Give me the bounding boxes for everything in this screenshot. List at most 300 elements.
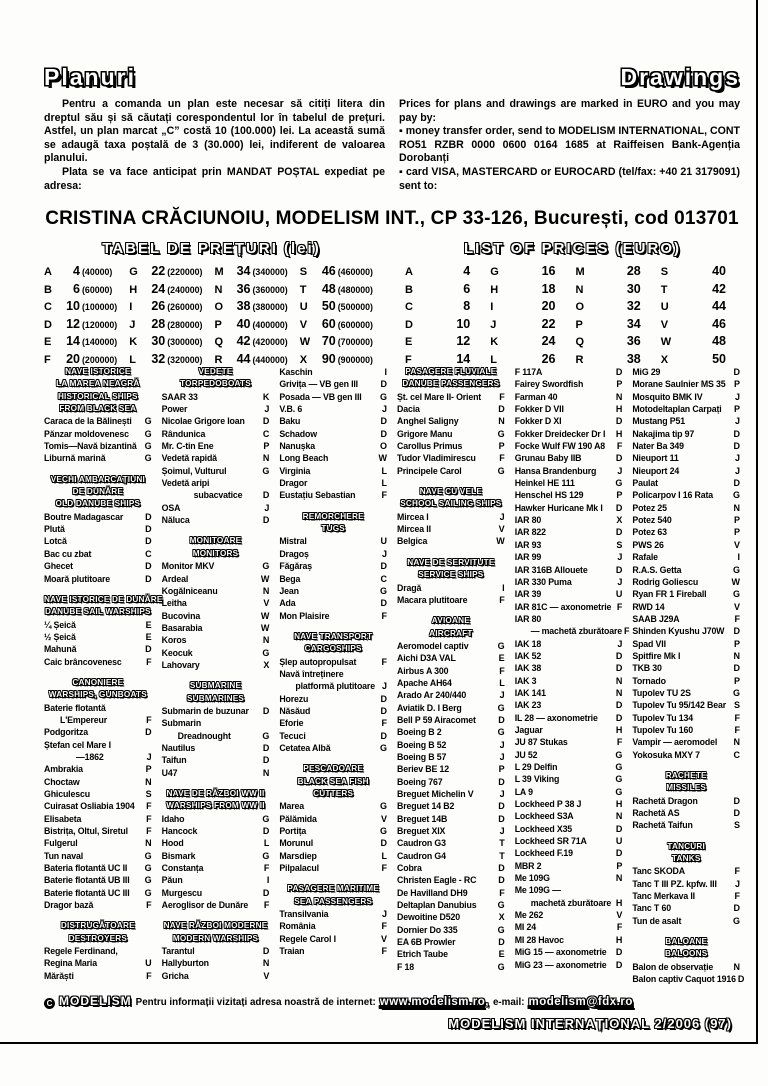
catalog-entry (397, 763, 505, 775)
entry-name: Fairey Swordfish (514, 379, 584, 390)
entry-price-code: S (734, 820, 741, 831)
entry-name: Tecuci (279, 730, 306, 741)
catalog-entry (515, 465, 623, 477)
entry-price-code: L (263, 838, 270, 849)
catalog-entry (632, 613, 740, 625)
entry-name: IAR 80 (514, 515, 542, 526)
section-header: BALOONS (665, 949, 708, 959)
catalog-entry (162, 705, 270, 717)
entry-price-code: J (382, 909, 388, 920)
catalog-entry (632, 588, 740, 600)
catalog-entry (162, 837, 270, 849)
entry-name: Aeromodel captiv (397, 640, 469, 651)
entry-name: Ghiculescu (44, 789, 90, 799)
entry-name: R.A.S. Getta (632, 564, 682, 575)
price-tables (44, 240, 740, 366)
catalog-entry (515, 477, 623, 489)
entry-name: Me 262 (514, 910, 544, 921)
section-header: DANUBE SAIL WARSHIPS (44, 607, 151, 617)
instructions-ro-payment: Plata se va face anticipat prin MANDAT POȘTAL expediat pe adresa: (44, 165, 385, 192)
entry-price-code: J (617, 552, 623, 563)
entry-price-code: X (616, 515, 623, 526)
entry-price-code: D (498, 875, 505, 886)
entry-price-code: P (734, 379, 741, 390)
price-cell-lei (300, 334, 379, 348)
price-cell-euro (576, 334, 655, 348)
price-code-letter: X (299, 353, 308, 366)
section-spacer (279, 622, 387, 631)
entry-price-code: F (381, 490, 388, 501)
entry-price-code: F (381, 946, 388, 957)
catalog-entry (515, 687, 623, 699)
entry-name: Tanc T 60 (632, 903, 671, 914)
entry-name: Motodeltaplan Carpați (632, 404, 722, 415)
entry-price-code: J (617, 638, 623, 649)
price-cell-lei (215, 264, 294, 278)
section-header: PESCADOARE (303, 764, 364, 774)
section-header: BALOANE (665, 937, 708, 947)
catalog-entry (397, 936, 505, 948)
entry-name: Idaho (161, 813, 185, 824)
entry-price-code: G (497, 702, 505, 713)
catalog-entry (515, 514, 623, 526)
price-cell-lei (129, 299, 208, 313)
catalog-entry (44, 440, 152, 452)
price-table-lei-grid (44, 264, 379, 366)
price-code-letter: Q (575, 336, 585, 348)
entry-price-code: G (497, 924, 505, 935)
price-cell-euro (405, 317, 484, 331)
catalog-entry (162, 391, 270, 403)
entry-name: Christen Eagle - RC (397, 875, 477, 886)
entry-name: Bistrița, Oltul, Siretul (44, 826, 128, 837)
catalog-entry (632, 428, 740, 440)
catalog-entry (515, 736, 623, 748)
entry-name: Belgica (397, 536, 428, 547)
entry-name: Fulgerul (44, 838, 78, 849)
price-code-letter: M (214, 266, 224, 278)
entry-name: Bell P 59 Airacomet (397, 714, 476, 725)
entry-name: Balon captiv Caquot 1916 (632, 974, 736, 985)
catalog-column-5 (514, 366, 630, 986)
price-code-letter: Q (214, 336, 224, 348)
price-euro-value: 12 (456, 334, 471, 348)
entry-name: Mircea II (397, 524, 431, 535)
price-cell-lei (129, 317, 208, 331)
entry-name: Dewoitine D520 (397, 912, 460, 923)
catalog-entry (44, 788, 152, 800)
catalog-entry (44, 428, 152, 440)
price-code-letter: W (299, 336, 311, 348)
entry-name: Dragor (279, 478, 308, 489)
price-code-letter: M (575, 266, 585, 278)
entry-price-code: L (381, 478, 388, 489)
price-table-euro (405, 240, 740, 366)
entry-name: Me 109G — (514, 885, 561, 896)
catalog-entry (44, 702, 152, 714)
entry-price-code: X (498, 912, 505, 923)
entry-price-code: S (145, 789, 152, 799)
entry-name: Plută (44, 524, 65, 535)
catalog-entry (632, 440, 740, 452)
entry-name: OSA (161, 502, 181, 513)
entry-name: Tanc SKODA (632, 866, 685, 877)
ordering-instructions-en (399, 98, 740, 202)
entry-name: Mărăști (44, 970, 74, 981)
entry-price-code: F (616, 922, 623, 933)
section-spacer (632, 832, 740, 841)
catalog-entry (515, 921, 623, 933)
entry-name: Grigore Manu (397, 428, 453, 439)
catalog-entry (397, 677, 505, 689)
section-header: OLD DANUBE SHIPS (55, 499, 141, 509)
catalog-entry (632, 878, 740, 890)
entry-name: Kaschin (279, 367, 313, 377)
instructions-en-bank: ▪ money transfer order, send to MODELISM INTERNATIONAL, CONT RO51 RZBR 0000 0600 0164 1685 at Raiffeisen Bank-Agenția Dorobanți (399, 125, 740, 165)
entry-name: JU 52 (514, 749, 538, 760)
catalog-entry (279, 800, 387, 812)
price-cell-euro (405, 334, 484, 348)
section-header: RACHETE (665, 771, 707, 780)
catalog-entry (632, 452, 740, 464)
entry-name: Power (161, 404, 188, 415)
catalog-entry (279, 477, 387, 489)
catalog-entry (44, 899, 152, 911)
entry-price-code: D (733, 795, 741, 806)
entry-name: Mahună (44, 644, 77, 655)
entry-price-code: P (734, 515, 741, 526)
entry-price-code: D (733, 808, 741, 819)
catalog-entry (632, 526, 740, 538)
entry-name: Eustațiu Sebastian (279, 490, 356, 501)
entry-price-code: U (380, 536, 388, 547)
catalog-column-1 (44, 366, 163, 986)
price-code-letter: N (214, 283, 223, 296)
price-euro-value: 8 (463, 299, 471, 313)
section-header: VECHI AMBARCAȚIUNI (50, 474, 145, 484)
entry-price-code: J (499, 739, 505, 750)
entry-price-code: H (615, 934, 623, 945)
entry-name: Rachetă AS (632, 808, 680, 819)
entry-name: Năsăud (279, 705, 311, 716)
entry-price-code: E (498, 653, 505, 664)
price-cell-euro (405, 264, 484, 278)
price-cell-lei (44, 317, 123, 331)
entry-price-code: N (615, 811, 623, 822)
entry-price-code: D (262, 946, 270, 957)
section-header: PASAGERE MARITIME (287, 884, 379, 894)
entry-price-code: N (262, 958, 270, 969)
entry-price-code: D (145, 561, 152, 572)
entry-price-code: N (733, 502, 741, 513)
entry-name: Cobra (397, 863, 422, 874)
entry-name: Dacia (397, 404, 420, 415)
footer-brand: MODELISM (59, 994, 132, 1008)
catalog-entry (632, 736, 740, 748)
catalog-entry (515, 613, 623, 625)
price-code-letter: C (44, 301, 52, 313)
entry-name: Virginia (279, 465, 311, 476)
price-cell-euro (490, 334, 569, 348)
catalog-entry (162, 899, 270, 911)
catalog-entry (279, 403, 387, 415)
catalog-entry (632, 675, 740, 687)
entry-price-code: G (615, 786, 623, 797)
entry-name: F 18 (397, 961, 415, 972)
catalog-entry (397, 640, 505, 652)
entry-name: IAR 39 (514, 589, 542, 600)
entry-name: EA 6B Prowler (397, 937, 456, 948)
entry-price-code: D (145, 536, 152, 547)
section-header: CARGOSHIPS (304, 644, 362, 654)
catalog-entry (279, 705, 387, 717)
entry-name: Aichi D3A VAL (397, 653, 456, 664)
catalog-entry (632, 489, 740, 501)
entry-name: Arado Ar 240/440 (397, 690, 467, 701)
entry-price-code: D (380, 561, 388, 572)
price-code-letter: O (575, 301, 585, 313)
catalog-entry (279, 378, 387, 390)
catalog-entry (279, 489, 387, 501)
catalog-entry (162, 465, 270, 477)
section-spacer (162, 779, 270, 788)
page-border-bottom (0, 1042, 758, 1044)
catalog-column-4 (397, 366, 505, 986)
entry-price-code: I (384, 367, 388, 377)
entry-price-code: N (615, 687, 623, 698)
entry-name: SAAR 33 (161, 391, 198, 402)
entry-name: Mircea I (397, 511, 429, 522)
entry-price-code: G (380, 585, 388, 596)
price-lei-old-value: (40000) (82, 267, 113, 277)
entry-name: Gricha (161, 970, 189, 981)
entry-price-code: V (263, 598, 270, 609)
entry-name: Koros (161, 635, 187, 646)
entry-name: Tanc T III PZ. kpfw. III (632, 878, 717, 889)
catalog-entry (279, 440, 387, 452)
price-cell-lei (44, 299, 123, 313)
entry-price-code: F (263, 863, 270, 874)
catalog-entry (397, 899, 505, 911)
entry-price-code: F (146, 900, 152, 911)
catalog-entry (515, 489, 623, 501)
entry-price-code: U (145, 958, 152, 969)
price-code-letter: G (129, 266, 138, 278)
section-header: NAVE ISTORICE DE DUNĂRE (44, 594, 163, 604)
catalog-entry (397, 428, 505, 440)
price-cell-lei (215, 282, 294, 296)
entry-name: Vedetă rapidă (161, 453, 217, 464)
catalog-entry (279, 933, 387, 945)
entry-name: Liburnă marină (44, 453, 106, 464)
entry-name: Kogălniceanu (161, 585, 218, 596)
entry-price-code: G (733, 687, 741, 698)
entry-price-code: G (144, 850, 152, 861)
entry-name: Dragă (397, 582, 422, 593)
entry-price-code: D (498, 776, 505, 787)
entry-price-code: N (615, 391, 623, 402)
catalog-entry (515, 959, 623, 971)
catalog-entry (44, 548, 152, 560)
catalog-entry (279, 585, 387, 597)
entry-price-code: D (615, 527, 623, 538)
price-code-letter: T (660, 283, 668, 296)
entry-name: Schadow (279, 428, 317, 439)
price-lei-old-value: (220000) (167, 267, 203, 277)
catalog-entry (162, 862, 270, 874)
entry-price-code: J (499, 826, 505, 837)
entry-price-code: J (146, 751, 152, 762)
entry-price-code: D (733, 903, 741, 914)
price-code-letter: E (405, 336, 413, 348)
entry-price-code: G (615, 762, 623, 772)
entry-price-code: G (144, 416, 152, 427)
section-spacer (397, 548, 505, 557)
entry-price-code: T (499, 838, 505, 849)
catalog-entry (162, 489, 270, 501)
entry-name: Șoimul, Vulturul (161, 465, 227, 476)
entry-price-code: F (146, 656, 152, 667)
entry-name: Marea (279, 801, 305, 812)
price-code-letter: P (214, 318, 222, 331)
entry-name: Regele Ferdinand, (44, 946, 118, 957)
entry-price-code: P (263, 441, 270, 452)
catalog-entry (515, 526, 623, 538)
catalog-entry (632, 650, 740, 662)
catalog-entry (44, 726, 152, 738)
catalog-entry (515, 847, 623, 859)
entry-price-code: G (733, 589, 741, 600)
entry-name: Mon Plaisire (279, 610, 330, 621)
section-header: AIRCRAFT (429, 628, 473, 638)
catalog-entry (279, 813, 387, 825)
catalog-entry (279, 535, 387, 547)
entry-name: Principele Carol (397, 465, 462, 476)
price-lei-old-value: (460000) (337, 267, 373, 277)
catalog-entry (162, 514, 270, 526)
entry-name: Apache AH64 (397, 677, 452, 688)
entry-name: Boutre Madagascar (44, 511, 124, 522)
price-code-letter: B (405, 283, 413, 296)
entry-name: MI 28 Havoc (514, 934, 564, 945)
entry-name: IAR 99 (514, 552, 542, 563)
entry-price-code: D (145, 511, 152, 522)
entry-name: Lockheed S3A (514, 811, 574, 822)
entry-name: Nater Ba 349 (632, 441, 684, 452)
catalog-entry (397, 800, 505, 812)
entry-price-code: W (496, 536, 505, 547)
entry-name: Portița (279, 826, 307, 837)
entry-price-code: G (144, 863, 152, 874)
entry-name: Jaguar (514, 724, 543, 735)
entry-name: Potez 25 (632, 502, 667, 513)
section-spacer (632, 761, 740, 770)
catalog-entry (279, 560, 387, 572)
entry-price-code: V (616, 910, 623, 921)
entry-price-code: F (734, 712, 741, 723)
entry-price-code: P (734, 638, 741, 649)
catalog-entry (162, 767, 270, 779)
price-lei-old-value: (280000) (167, 319, 203, 330)
catalog-entry (44, 452, 152, 464)
catalog-entry (632, 391, 740, 403)
catalog-entry (162, 477, 270, 489)
catalog-entry (515, 428, 623, 440)
price-cell-euro (576, 352, 655, 366)
entry-price-code: F (146, 826, 152, 837)
entry-name: Macara plutitoare (397, 594, 468, 605)
section-header: FROM BLACK SEA (59, 404, 137, 414)
section-header: WARSHIPS FROM WW II (166, 801, 265, 811)
catalog-entry (632, 865, 740, 877)
entry-price-code: L (381, 465, 388, 476)
section-header: VEDETE (198, 367, 233, 376)
entry-name: Boeing B 52 (397, 739, 447, 750)
entry-name: Hallyburton (161, 958, 209, 969)
entry-name: F 117A (514, 367, 543, 377)
catalog-entry (397, 511, 505, 523)
entry-name: Keocuk (161, 647, 193, 658)
price-cell-lei (44, 334, 123, 348)
entry-price-code: D (380, 428, 388, 439)
price-lei-old-value: (320000) (167, 354, 203, 365)
entry-name: Baterie flotantă UC III (44, 887, 130, 898)
price-euro-value: 30 (626, 281, 641, 296)
entry-name: MiG 29 (632, 367, 661, 377)
catalog-entry (632, 902, 740, 914)
footer-email-link: modelism@fdx.ro (528, 996, 633, 1008)
price-cell-lei (300, 299, 379, 313)
page-title-ro: Planuri (44, 64, 136, 90)
entry-price-code: V (263, 970, 270, 981)
price-lei-value: 22 (151, 264, 166, 278)
entry-name: Podgoritza (44, 727, 88, 738)
price-cell-lei (300, 264, 379, 278)
price-code-letter: L (490, 353, 497, 366)
section-header: WARSHIPS, GUNBOATS (48, 690, 147, 700)
catalog-entry (397, 887, 505, 899)
copyright-icon: C (44, 998, 55, 1009)
entry-name: Pilpalacul (279, 863, 319, 874)
catalog-entry (279, 452, 387, 464)
price-cell-lei (129, 282, 208, 296)
section-header: HISTORICAL SHIPS (57, 391, 138, 401)
entry-price-code: F (616, 441, 623, 452)
catalog-entry (515, 835, 623, 847)
catalog-entry (279, 548, 387, 560)
entry-price-code: H (615, 404, 623, 415)
price-lei-value: 70 (321, 334, 336, 348)
section-header: DANUBE PASSENGERS (402, 379, 500, 389)
catalog-entry (162, 813, 270, 825)
catalog-entry (632, 539, 740, 551)
catalog-entry (632, 973, 745, 985)
price-lei-value: 32 (151, 351, 166, 366)
catalog-entry (632, 890, 740, 902)
section-header: DE DUNĂRE (72, 487, 124, 497)
entry-name: Farman 40 (514, 391, 558, 402)
price-cell-euro (405, 282, 484, 296)
entry-name: platformă plutitoare (295, 681, 375, 692)
section-spacer (279, 754, 387, 763)
entry-name: Lotcă (44, 536, 67, 547)
entry-price-code: G (615, 774, 623, 785)
entry-price-code: F (734, 613, 741, 624)
entry-name: Choctaw (44, 776, 80, 787)
entry-price-code: W (260, 573, 270, 584)
catalog-entry (515, 712, 623, 724)
price-euro-value: 4 (463, 264, 471, 278)
